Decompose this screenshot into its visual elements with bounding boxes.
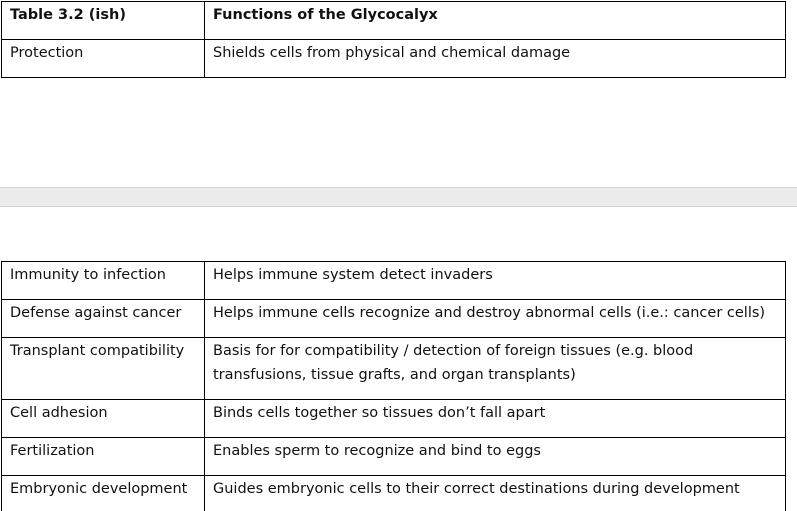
- function-name-cell: Embryonic development: [2, 476, 205, 511]
- function-description-cell: Guides embryonic cells to their correct destinations during development: [205, 476, 786, 511]
- function-name-cell: Defense against cancer: [2, 300, 205, 338]
- function-name-cell: Transplant compatibility: [2, 338, 205, 400]
- function-description-cell: Helps immune cells recognize and destroy abnormal cells (i.e.: cancer cells): [205, 300, 786, 338]
- glycocalyx-table-part-2: [1, 261, 786, 511]
- table-row: [2, 438, 786, 476]
- function-name-cell: Immunity to infection: [2, 262, 205, 300]
- function-description-cell: Helps immune system detect invaders: [205, 262, 786, 300]
- table-row: [2, 300, 786, 338]
- table-row: [2, 40, 786, 78]
- table-header-row: [2, 2, 786, 40]
- table-caption: Table 3.2 (ish): [2, 2, 205, 40]
- table-row: [2, 476, 786, 511]
- function-description-cell: Basis for for compatibility / detection of foreign tissues (e.g. blood transfusions, tissue grafts, and organ transplants): [205, 338, 786, 400]
- function-name-cell: Protection: [2, 40, 205, 78]
- function-description-cell: Shields cells from physical and chemical damage: [205, 40, 786, 78]
- page-break-gap: [0, 187, 797, 207]
- function-name-cell: Cell adhesion: [2, 400, 205, 438]
- function-name-cell: Fertilization: [2, 438, 205, 476]
- glycocalyx-table-part-1: [1, 1, 786, 78]
- table-row: [2, 338, 786, 400]
- table-row: [2, 262, 786, 300]
- function-description-cell: Binds cells together so tissues don’t fall apart: [205, 400, 786, 438]
- function-description-cell: Enables sperm to recognize and bind to eggs: [205, 438, 786, 476]
- table-row: [2, 400, 786, 438]
- table-title: Functions of the Glycocalyx: [205, 2, 786, 40]
